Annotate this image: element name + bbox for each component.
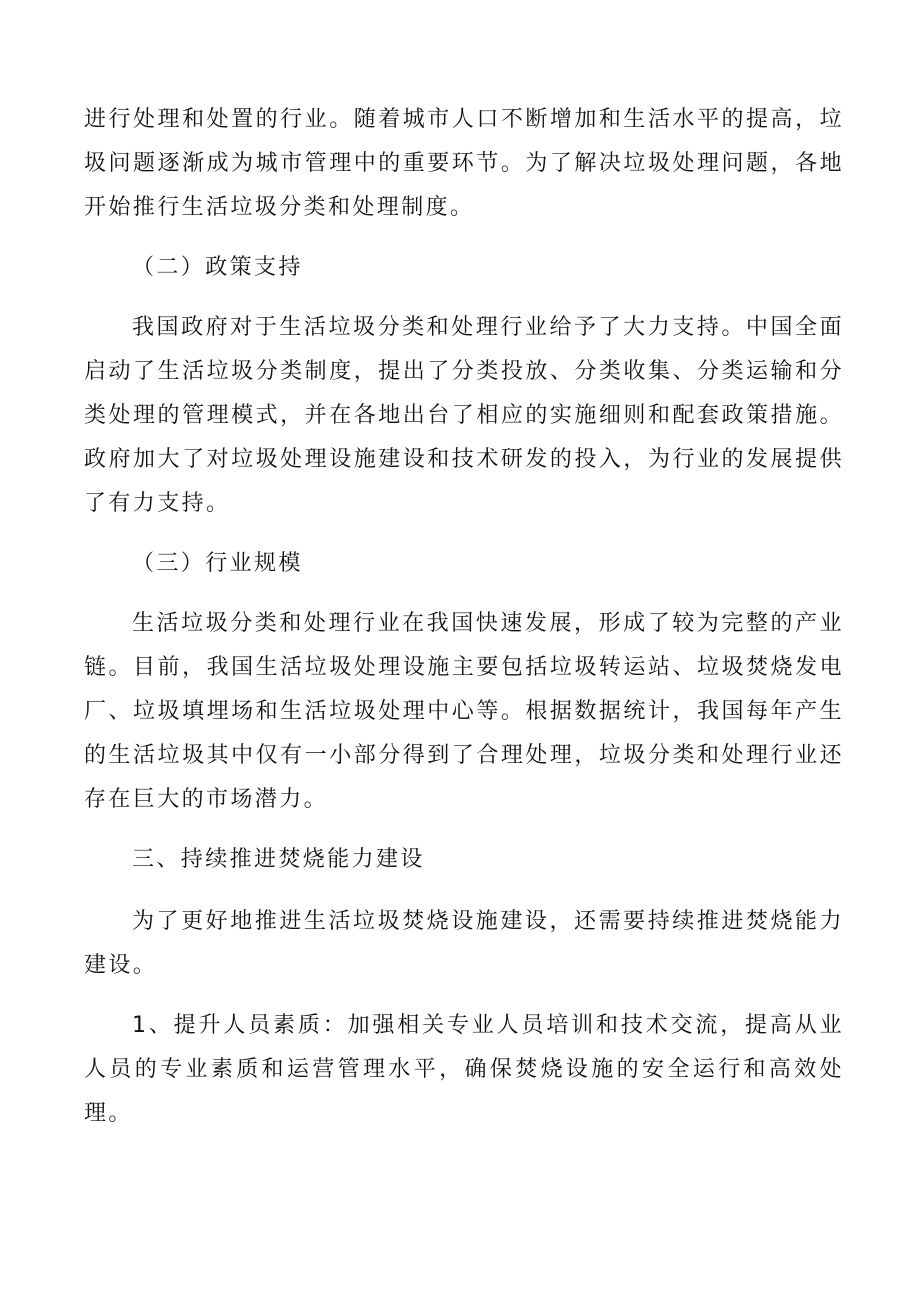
paragraph-continuation: 进行处理和处置的行业。随着城市人口不断增加和生活水平的提高，垃圾问题逐渐成为城市管理中的重要环节。为了解决垃圾处理问题，各地开始推行生活垃圾分类和处理制度。	[84, 107, 844, 220]
section-heading-policy-support: （二）政策支持	[132, 255, 303, 280]
section-heading-industry-scale: （三）行业规模	[132, 551, 303, 576]
paragraph-incineration-intro: 为了更好地推进生活垃圾焚烧设施建设，还需要持续推进焚烧能力建设。	[84, 909, 844, 978]
paragraph-policy-support: 我国政府对于生活垃圾分类和处理行业给予了大力支持。中国全面启动了生活垃圾分类制度，提出了分类投放、分类收集、分类运输和分类处理的管理模式，并在各地出台了相应的实施细则和配套政策措施。政府加大了对垃圾处理设施建设和技术研发的投入，为行业的发展提供了有力支持。	[84, 315, 844, 516]
paragraph-industry-scale: 生活垃圾分类和处理行业在我国快速发展，形成了较为完整的产业链。目前，我国生活垃圾处理设施主要包括垃圾转运站、垃圾焚烧发电厂、垃圾填埋场和生活垃圾处理中心等。根据数据统计，我国每年产生的生活垃圾其中仅有一小部分得到了合理处理，垃圾分类和处理行业还存在巨大的市场潜力。	[84, 611, 844, 812]
paragraph-staff-quality: 1、提升人员素质：加强相关专业人员培训和技术交流，提高从业人员的专业素质和运营管理水平，确保焚烧设施的安全运行和高效处理。	[84, 1013, 844, 1126]
document-body	[84, 98, 844, 1152]
section-heading-incineration-capacity: 三、持续推进焚烧能力建设	[132, 847, 425, 872]
